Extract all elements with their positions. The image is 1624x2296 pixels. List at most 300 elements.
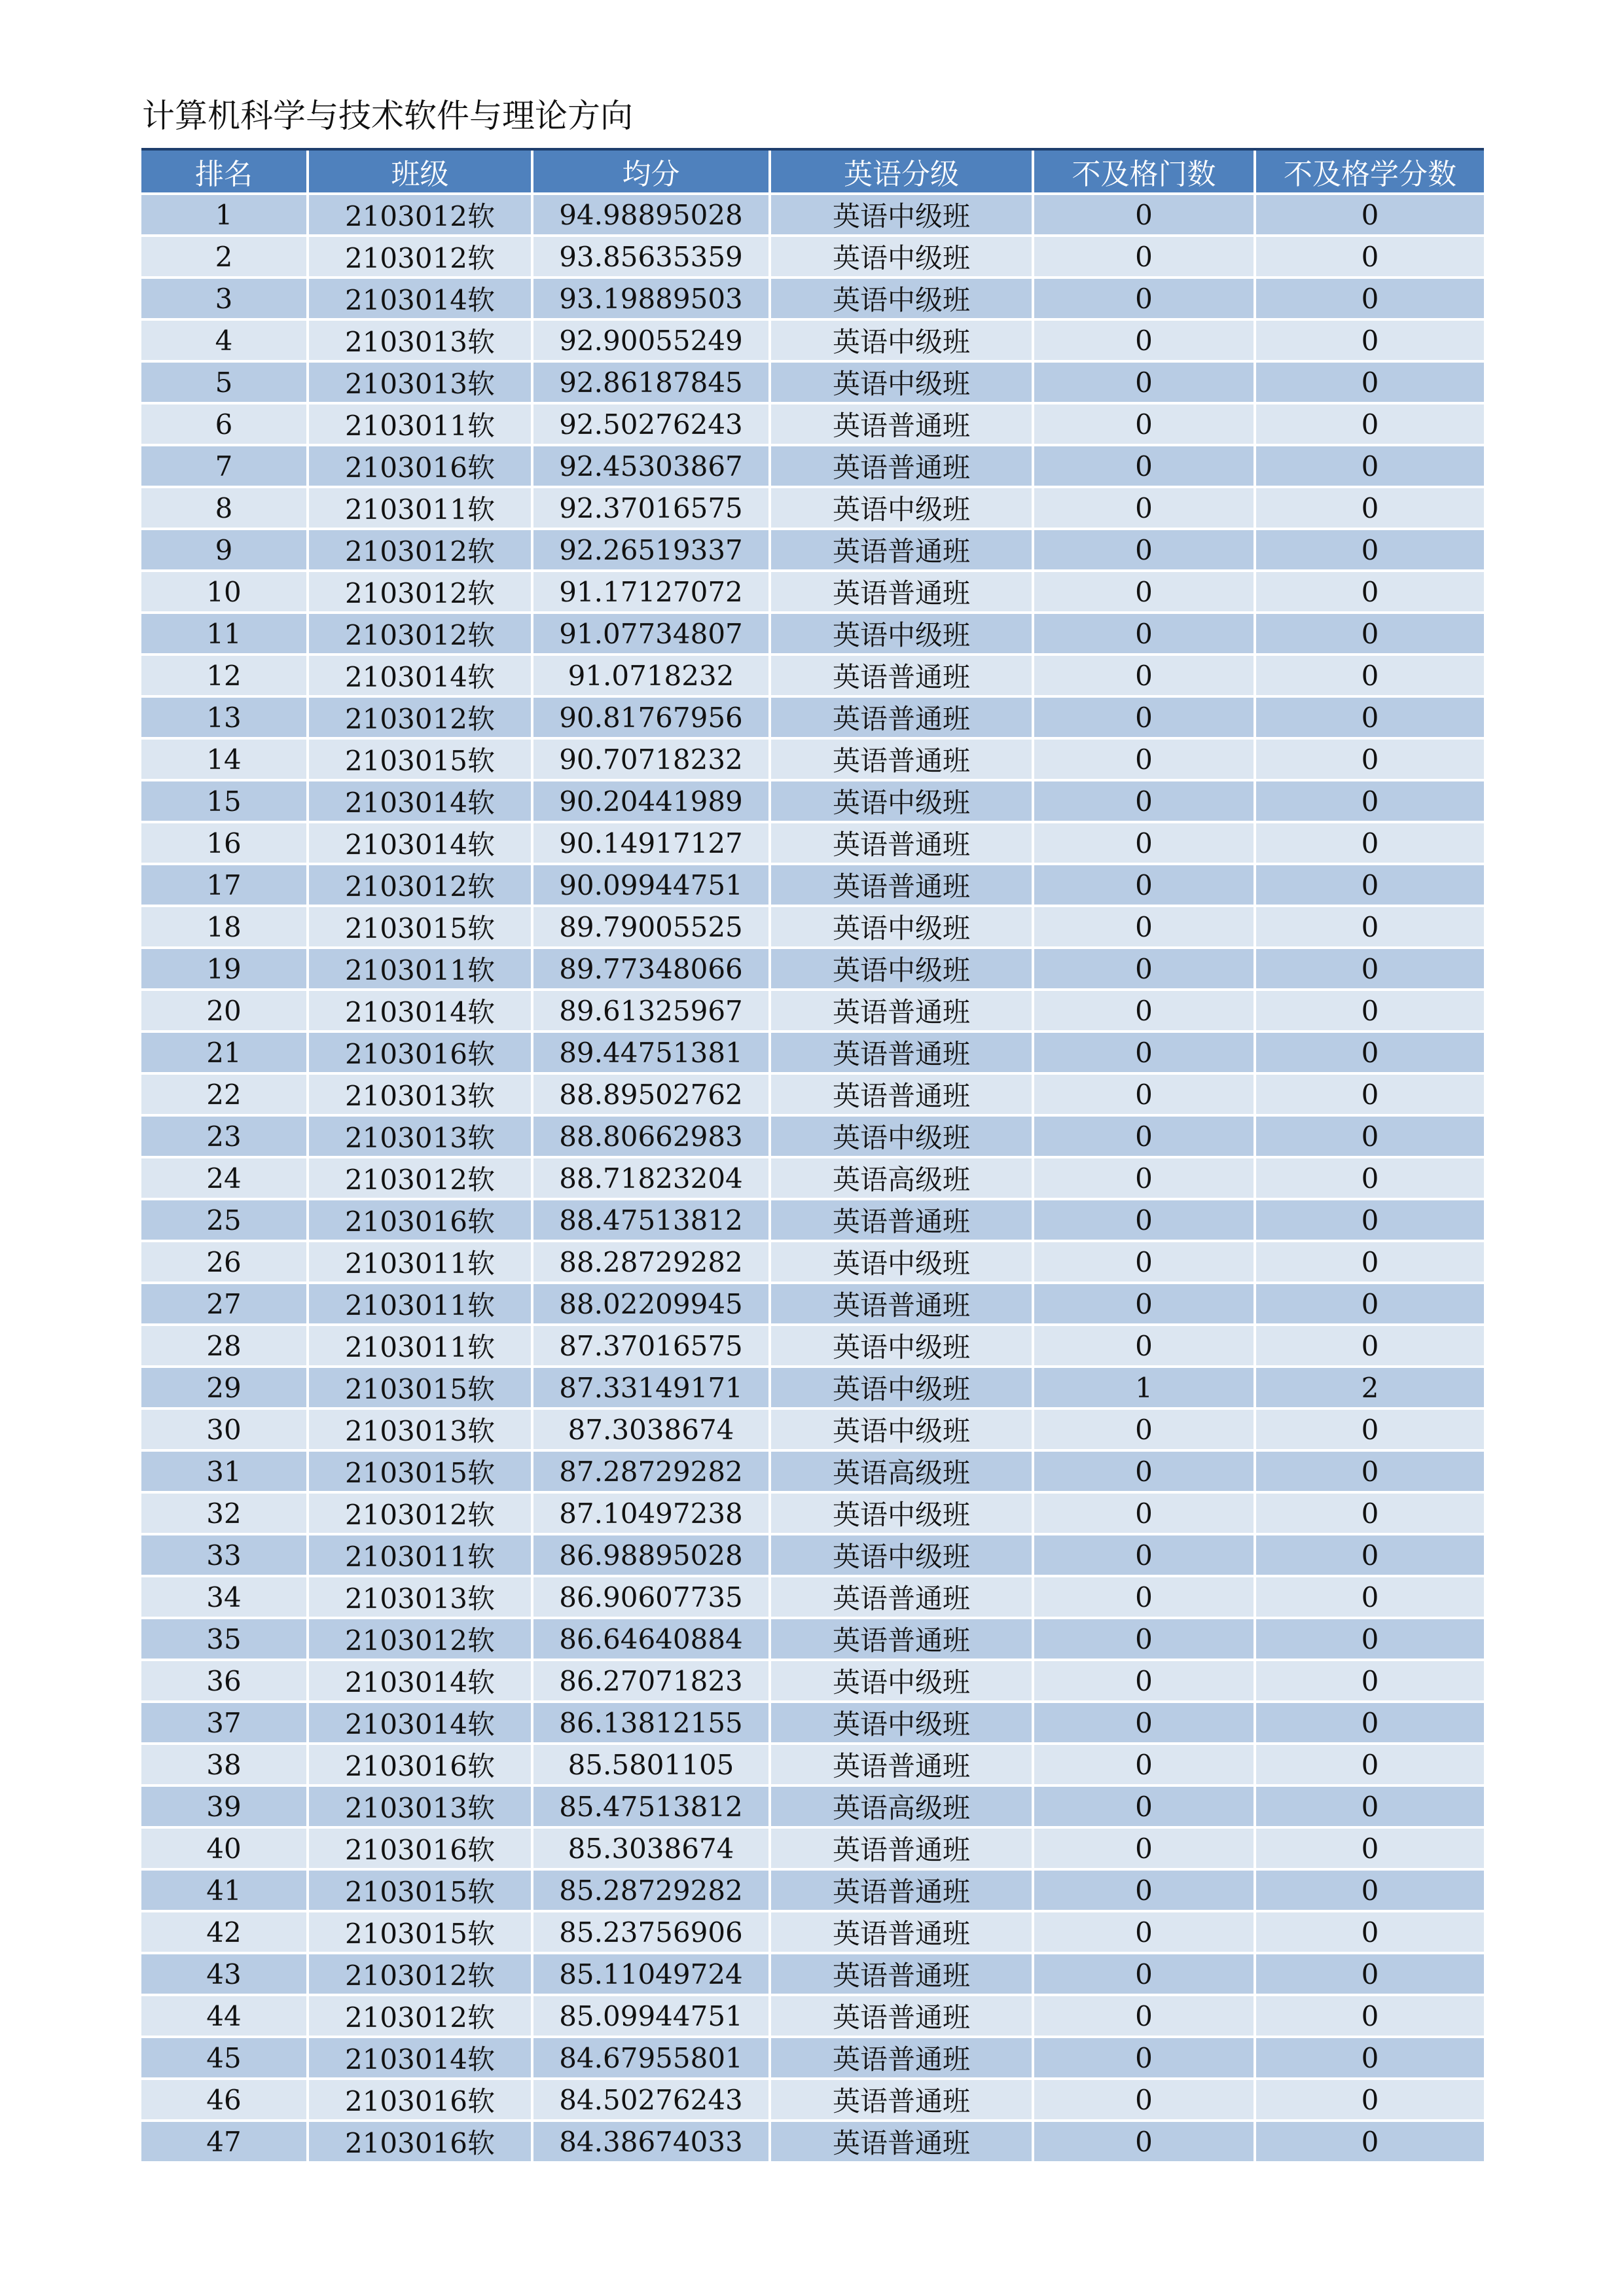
cell-class: 2103011软 [309,1535,533,1577]
cell-failed-credits: 0 [1256,321,1484,363]
cell-class: 2103011软 [309,488,533,530]
cell-average-score: 92.90055249 [533,321,771,363]
cell-class: 2103015软 [309,907,533,949]
cell-english-level: 英语普通班 [771,404,1034,446]
cell-failed-courses: 0 [1034,446,1256,488]
cell-english-level: 英语普通班 [771,656,1034,698]
cell-english-level: 英语普通班 [771,2038,1034,2080]
cell-failed-courses: 0 [1034,865,1256,907]
cell-average-score: 85.5801105 [533,1745,771,1787]
table-row [141,404,1484,446]
cell-average-score: 89.44751381 [533,1033,771,1075]
table-row [141,907,1484,949]
cell-average-score: 85.47513812 [533,1787,771,1829]
cell-failed-courses: 0 [1034,823,1256,865]
cell-english-level: 英语中级班 [771,949,1034,991]
cell-failed-credits: 0 [1256,1996,1484,2038]
cell-class: 2103011软 [309,1242,533,1284]
cell-failed-courses: 0 [1034,1033,1256,1075]
cell-failed-courses: 0 [1034,404,1256,446]
cell-english-level: 英语中级班 [771,1368,1034,1410]
cell-failed-credits: 0 [1256,1284,1484,1326]
cell-failed-courses: 0 [1034,1661,1256,1703]
cell-english-level: 英语普通班 [771,865,1034,907]
cell-english-level: 英语中级班 [771,907,1034,949]
cell-failed-courses: 0 [1034,1954,1256,1996]
cell-class: 2103013软 [309,363,533,404]
cell-rank: 11 [141,614,309,656]
cell-rank: 19 [141,949,309,991]
cell-english-level: 英语普通班 [771,2122,1034,2164]
cell-failed-courses: 0 [1034,1535,1256,1577]
cell-average-score: 87.10497238 [533,1494,771,1535]
cell-class: 2103015软 [309,1912,533,1954]
cell-failed-courses: 0 [1034,740,1256,781]
header-failed-courses: 不及格门数 [1034,151,1256,195]
cell-rank: 25 [141,1200,309,1242]
cell-class: 2103015软 [309,740,533,781]
cell-failed-credits: 0 [1256,237,1484,279]
cell-rank: 27 [141,1284,309,1326]
cell-rank: 12 [141,656,309,698]
cell-rank: 20 [141,991,309,1033]
cell-average-score: 88.47513812 [533,1200,771,1242]
cell-average-score: 86.13812155 [533,1703,771,1745]
cell-average-score: 90.70718232 [533,740,771,781]
cell-rank: 35 [141,1619,309,1661]
cell-rank: 6 [141,404,309,446]
cell-rank: 47 [141,2122,309,2164]
table-row [141,1577,1484,1619]
cell-class: 2103015软 [309,1871,533,1912]
cell-class: 2103014软 [309,781,533,823]
cell-english-level: 英语中级班 [771,195,1034,237]
table-row [141,1075,1484,1117]
cell-class: 2103012软 [309,865,533,907]
table-row [141,991,1484,1033]
cell-english-level: 英语普通班 [771,991,1034,1033]
cell-failed-credits: 0 [1256,1075,1484,1117]
table-row [141,279,1484,321]
table-row [141,656,1484,698]
cell-average-score: 90.20441989 [533,781,771,823]
cell-class: 2103016软 [309,1745,533,1787]
cell-failed-courses: 0 [1034,1996,1256,2038]
cell-class: 2103016软 [309,1200,533,1242]
cell-failed-credits: 0 [1256,656,1484,698]
table-row [141,321,1484,363]
cell-failed-credits: 0 [1256,404,1484,446]
cell-average-score: 92.86187845 [533,363,771,404]
cell-average-score: 86.27071823 [533,1661,771,1703]
cell-english-level: 英语中级班 [771,488,1034,530]
cell-failed-courses: 0 [1034,2080,1256,2122]
cell-failed-credits: 0 [1256,1912,1484,1954]
cell-failed-courses: 0 [1034,907,1256,949]
cell-english-level: 英语普通班 [771,823,1034,865]
cell-class: 2103014软 [309,2038,533,2080]
cell-english-level: 英语中级班 [771,1535,1034,1577]
cell-failed-courses: 0 [1034,1242,1256,1284]
cell-rank: 41 [141,1871,309,1912]
cell-english-level: 英语普通班 [771,1577,1034,1619]
cell-english-level: 英语中级班 [771,781,1034,823]
cell-failed-credits: 0 [1256,195,1484,237]
cell-english-level: 英语普通班 [771,698,1034,740]
table-body [141,195,1484,2164]
cell-failed-courses: 0 [1034,1577,1256,1619]
cell-failed-credits: 0 [1256,949,1484,991]
cell-failed-credits: 0 [1256,991,1484,1033]
cell-class: 2103012软 [309,1158,533,1200]
cell-rank: 44 [141,1996,309,2038]
cell-failed-courses: 0 [1034,949,1256,991]
cell-rank: 33 [141,1535,309,1577]
table-row [141,1954,1484,1996]
table-row [141,1284,1484,1326]
cell-failed-courses: 0 [1034,1619,1256,1661]
cell-rank: 14 [141,740,309,781]
cell-failed-credits: 0 [1256,2038,1484,2080]
cell-average-score: 94.98895028 [533,195,771,237]
cell-rank: 39 [141,1787,309,1829]
cell-rank: 37 [141,1703,309,1745]
cell-class: 2103014软 [309,1661,533,1703]
cell-class: 2103012软 [309,698,533,740]
cell-rank: 16 [141,823,309,865]
cell-class: 2103012软 [309,1996,533,2038]
cell-english-level: 英语中级班 [771,363,1034,404]
cell-english-level: 英语普通班 [771,1075,1034,1117]
cell-failed-credits: 0 [1256,1326,1484,1368]
table-row [141,740,1484,781]
cell-average-score: 84.50276243 [533,2080,771,2122]
cell-english-level: 英语普通班 [771,1996,1034,2038]
table-row [141,1033,1484,1075]
cell-average-score: 90.09944751 [533,865,771,907]
cell-class: 2103014软 [309,991,533,1033]
cell-english-level: 英语中级班 [771,1661,1034,1703]
table-row [141,1871,1484,1912]
cell-average-score: 84.67955801 [533,2038,771,2080]
table-row [141,1326,1484,1368]
cell-english-level: 英语普通班 [771,1200,1034,1242]
cell-failed-courses: 0 [1034,2038,1256,2080]
table-row [141,1410,1484,1452]
cell-average-score: 88.89502762 [533,1075,771,1117]
cell-failed-courses: 0 [1034,488,1256,530]
cell-average-score: 85.28729282 [533,1871,771,1912]
cell-english-level: 英语中级班 [771,1326,1034,1368]
cell-rank: 18 [141,907,309,949]
cell-english-level: 英语中级班 [771,1494,1034,1535]
cell-class: 2103014软 [309,1703,533,1745]
table-row [141,446,1484,488]
cell-failed-courses: 0 [1034,656,1256,698]
cell-average-score: 85.23756906 [533,1912,771,1954]
cell-failed-courses: 0 [1034,195,1256,237]
cell-failed-credits: 0 [1256,1200,1484,1242]
cell-english-level: 英语中级班 [771,614,1034,656]
cell-class: 2103013软 [309,1787,533,1829]
cell-rank: 30 [141,1410,309,1452]
cell-class: 2103012软 [309,237,533,279]
cell-class: 2103016软 [309,1033,533,1075]
cell-average-score: 90.81767956 [533,698,771,740]
cell-average-score: 87.37016575 [533,1326,771,1368]
table-row [141,698,1484,740]
cell-class: 2103012软 [309,572,533,614]
cell-failed-credits: 0 [1256,1871,1484,1912]
cell-rank: 29 [141,1368,309,1410]
cell-class: 2103016软 [309,2122,533,2164]
table-row [141,1996,1484,2038]
cell-failed-credits: 0 [1256,530,1484,572]
cell-failed-courses: 0 [1034,1326,1256,1368]
cell-average-score: 87.28729282 [533,1452,771,1494]
header-average-score: 均分 [533,151,771,195]
cell-class: 2103016软 [309,1829,533,1871]
cell-failed-courses: 0 [1034,1117,1256,1158]
cell-average-score: 88.02209945 [533,1284,771,1326]
cell-average-score: 86.98895028 [533,1535,771,1577]
cell-average-score: 91.0718232 [533,656,771,698]
cell-failed-courses: 0 [1034,698,1256,740]
cell-failed-courses: 0 [1034,279,1256,321]
cell-class: 2103013软 [309,1577,533,1619]
cell-rank: 24 [141,1158,309,1200]
cell-rank: 2 [141,237,309,279]
table-row [141,237,1484,279]
cell-failed-credits: 0 [1256,1535,1484,1577]
table-row [141,2080,1484,2122]
cell-average-score: 92.37016575 [533,488,771,530]
header-class: 班级 [309,151,533,195]
table-row [141,1619,1484,1661]
cell-average-score: 88.28729282 [533,1242,771,1284]
cell-rank: 5 [141,363,309,404]
cell-english-level: 英语高级班 [771,1787,1034,1829]
table-row [141,1829,1484,1871]
cell-english-level: 英语普通班 [771,1745,1034,1787]
cell-average-score: 91.17127072 [533,572,771,614]
cell-average-score: 88.80662983 [533,1117,771,1158]
cell-failed-courses: 0 [1034,321,1256,363]
cell-failed-courses: 0 [1034,572,1256,614]
cell-failed-courses: 0 [1034,614,1256,656]
header-failed-credits: 不及格学分数 [1256,151,1484,195]
cell-rank: 7 [141,446,309,488]
cell-failed-credits: 0 [1256,781,1484,823]
table-row [141,614,1484,656]
cell-failed-courses: 0 [1034,1075,1256,1117]
table-row [141,2122,1484,2164]
cell-rank: 4 [141,321,309,363]
cell-class: 2103014软 [309,823,533,865]
cell-rank: 9 [141,530,309,572]
cell-english-level: 英语普通班 [771,530,1034,572]
cell-average-score: 87.33149171 [533,1368,771,1410]
cell-rank: 32 [141,1494,309,1535]
cell-average-score: 85.3038674 [533,1829,771,1871]
cell-failed-credits: 0 [1256,740,1484,781]
cell-failed-courses: 0 [1034,1410,1256,1452]
cell-english-level: 英语中级班 [771,1703,1034,1745]
cell-failed-courses: 0 [1034,1871,1256,1912]
cell-class: 2103013软 [309,1410,533,1452]
cell-failed-courses: 0 [1034,1158,1256,1200]
cell-english-level: 英语普通班 [771,1829,1034,1871]
cell-rank: 28 [141,1326,309,1368]
cell-failed-courses: 0 [1034,1745,1256,1787]
cell-english-level: 英语普通班 [771,446,1034,488]
cell-failed-courses: 0 [1034,1494,1256,1535]
cell-rank: 13 [141,698,309,740]
cell-rank: 26 [141,1242,309,1284]
cell-class: 2103011软 [309,949,533,991]
table-row [141,1242,1484,1284]
cell-rank: 43 [141,1954,309,1996]
cell-failed-courses: 0 [1034,1787,1256,1829]
table-row [141,1912,1484,1954]
cell-average-score: 89.77348066 [533,949,771,991]
cell-failed-credits: 0 [1256,907,1484,949]
table-row [141,1703,1484,1745]
cell-failed-credits: 0 [1256,572,1484,614]
cell-failed-credits: 0 [1256,488,1484,530]
cell-failed-courses: 0 [1034,363,1256,404]
cell-average-score: 89.61325967 [533,991,771,1033]
cell-english-level: 英语普通班 [771,1912,1034,1954]
cell-rank: 40 [141,1829,309,1871]
cell-english-level: 英语普通班 [771,2080,1034,2122]
cell-failed-credits: 0 [1256,1158,1484,1200]
table-row [141,2038,1484,2080]
cell-failed-courses: 0 [1034,991,1256,1033]
table-row [141,823,1484,865]
cell-class: 2103011软 [309,1284,533,1326]
cell-english-level: 英语普通班 [771,740,1034,781]
cell-rank: 22 [141,1075,309,1117]
cell-class: 2103013软 [309,1117,533,1158]
cell-class: 2103011软 [309,404,533,446]
cell-rank: 38 [141,1745,309,1787]
header-english-level: 英语分级 [771,151,1034,195]
table-row [141,865,1484,907]
cell-english-level: 英语中级班 [771,237,1034,279]
cell-failed-credits: 0 [1256,1619,1484,1661]
cell-class: 2103012软 [309,530,533,572]
cell-average-score: 93.19889503 [533,279,771,321]
cell-failed-credits: 0 [1256,1954,1484,1996]
table-row [141,1787,1484,1829]
cell-rank: 8 [141,488,309,530]
cell-rank: 36 [141,1661,309,1703]
cell-failed-credits: 0 [1256,1787,1484,1829]
cell-rank: 21 [141,1033,309,1075]
cell-english-level: 英语普通班 [771,1284,1034,1326]
cell-failed-credits: 0 [1256,1494,1484,1535]
cell-average-score: 89.79005525 [533,907,771,949]
cell-class: 2103012软 [309,1619,533,1661]
cell-english-level: 英语中级班 [771,279,1034,321]
table-row [141,781,1484,823]
cell-english-level: 英语普通班 [771,1871,1034,1912]
cell-rank: 1 [141,195,309,237]
cell-failed-credits: 0 [1256,2122,1484,2164]
cell-average-score: 87.3038674 [533,1410,771,1452]
cell-average-score: 86.64640884 [533,1619,771,1661]
table-row [141,949,1484,991]
cell-average-score: 93.85635359 [533,237,771,279]
table-row [141,1535,1484,1577]
cell-class: 2103014软 [309,656,533,698]
cell-rank: 46 [141,2080,309,2122]
cell-failed-courses: 0 [1034,1200,1256,1242]
cell-class: 2103015软 [309,1368,533,1410]
cell-failed-credits: 0 [1256,1829,1484,1871]
cell-failed-credits: 0 [1256,698,1484,740]
table-row [141,1158,1484,1200]
cell-class: 2103012软 [309,1954,533,1996]
cell-failed-credits: 0 [1256,279,1484,321]
cell-rank: 42 [141,1912,309,1954]
cell-class: 2103012软 [309,614,533,656]
cell-english-level: 英语普通班 [771,1033,1034,1075]
header-rank: 排名 [141,151,309,195]
cell-average-score: 84.38674033 [533,2122,771,2164]
cell-rank: 34 [141,1577,309,1619]
cell-average-score: 90.14917127 [533,823,771,865]
cell-class: 2103014软 [309,279,533,321]
cell-failed-credits: 0 [1256,823,1484,865]
cell-failed-courses: 0 [1034,1284,1256,1326]
cell-failed-courses: 0 [1034,530,1256,572]
cell-rank: 31 [141,1452,309,1494]
table-row [141,1494,1484,1535]
cell-english-level: 英语中级班 [771,1117,1034,1158]
cell-rank: 45 [141,2038,309,2080]
cell-rank: 15 [141,781,309,823]
table-row [141,488,1484,530]
cell-failed-credits: 0 [1256,1117,1484,1158]
cell-failed-credits: 0 [1256,1745,1484,1787]
cell-failed-credits: 0 [1256,614,1484,656]
cell-english-level: 英语普通班 [771,1954,1034,1996]
cell-failed-credits: 0 [1256,1661,1484,1703]
cell-class: 2103016软 [309,446,533,488]
cell-rank: 10 [141,572,309,614]
cell-class: 2103012软 [309,195,533,237]
cell-class: 2103011软 [309,1326,533,1368]
cell-average-score: 92.50276243 [533,404,771,446]
cell-average-score: 88.71823204 [533,1158,771,1200]
cell-failed-credits: 0 [1256,363,1484,404]
cell-rank: 3 [141,279,309,321]
cell-class: 2103013软 [309,321,533,363]
cell-failed-credits: 0 [1256,865,1484,907]
cell-average-score: 91.07734807 [533,614,771,656]
cell-failed-courses: 0 [1034,1912,1256,1954]
cell-failed-credits: 0 [1256,1410,1484,1452]
cell-failed-credits: 0 [1256,2080,1484,2122]
cell-failed-credits: 2 [1256,1368,1484,1410]
cell-class: 2103012软 [309,1494,533,1535]
table-row [141,1745,1484,1787]
cell-english-level: 英语普通班 [771,572,1034,614]
cell-failed-courses: 0 [1034,1703,1256,1745]
cell-english-level: 英语中级班 [771,1410,1034,1452]
